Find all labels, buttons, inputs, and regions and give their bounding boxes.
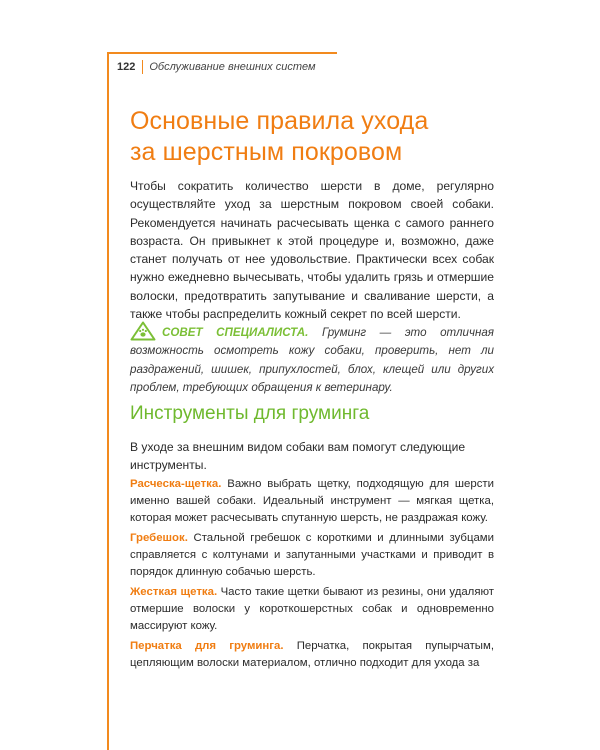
tool-description: Перчатка, покрытая пупырчатым, цепляющим волоски материалом, отлично подходит для ухода за: [130, 640, 494, 670]
tool-item-brush: [130, 476, 494, 528]
tools-lead-paragraph: В уходе за внешним видом собаки вам помогут следующие инструменты.: [130, 440, 466, 473]
tool-item-comb: [130, 530, 494, 582]
tool-description: Стальной гребешок с короткими и длинными зубцами справляется с колтунами и запутанными участками и приводит в порядок длинную собачью шерсть.: [130, 532, 494, 579]
running-section-title: Обслуживание внешних систем: [149, 61, 316, 73]
tool-term: Перчатка для груминга.: [130, 640, 284, 652]
tool-item-hard-brush: [130, 584, 494, 636]
tools-heading: Инструменты для груминга: [130, 403, 370, 424]
tool-term: Жесткая щетка.: [130, 586, 218, 598]
tool-item-glove: [130, 638, 494, 672]
tool-term: Расческа-щетка.: [130, 478, 222, 490]
tool-description: Часто такие щетки бывают из резины, они удаляют отмершие волоски у короткошерстных собак и одновременно массируют кожу.: [130, 586, 494, 633]
paw-triangle-icon: [130, 321, 156, 341]
page-number: 122: [107, 60, 143, 74]
tip-text: Груминг — это отличная возможность осмотреть кожу собаки, проверить, нет ли раздражений, шишек, припухлостей, блох, клещей или других проблем, требующих обращения к ветеринару.: [130, 326, 494, 394]
main-heading: [130, 106, 550, 168]
tool-description: Важно выбрать щетку, подходящую для шерсти именно вашей собаки. Идеальный инструмент — мягкая щетка, которая может расчесывать спутанную шерсть, не раздражая кожу.: [130, 478, 494, 525]
running-header: [107, 54, 316, 80]
intro-paragraph: Чтобы сократить количество шерсти в доме, регулярно осуществляйте уход за шерстным покровом своей собаки. Рекомендуется начинать расчесывать щенка с самого раннего возраста. Он привыкнет к этой процедуре и, возможно, даже станет получать от нее удовольствие. Практически всех собак нужно ежедневно вычесывать, чтобы удалить грязь и отмершие волоски, предотвратить запутывание и сваливание шерсти, а также чтобы распределить кожный секрет по всей шерсти.: [130, 179, 494, 322]
expert-tip: [130, 321, 494, 397]
tool-term: Гребешок.: [130, 532, 188, 544]
main-heading-line-1: Основные правила ухода: [130, 107, 429, 135]
tip-label: СОВЕТ СПЕЦИАЛИСТА.: [162, 326, 309, 339]
main-heading-line-2: за шерстным покровом: [130, 138, 403, 166]
page-frame-vertical-rule: [107, 52, 109, 750]
